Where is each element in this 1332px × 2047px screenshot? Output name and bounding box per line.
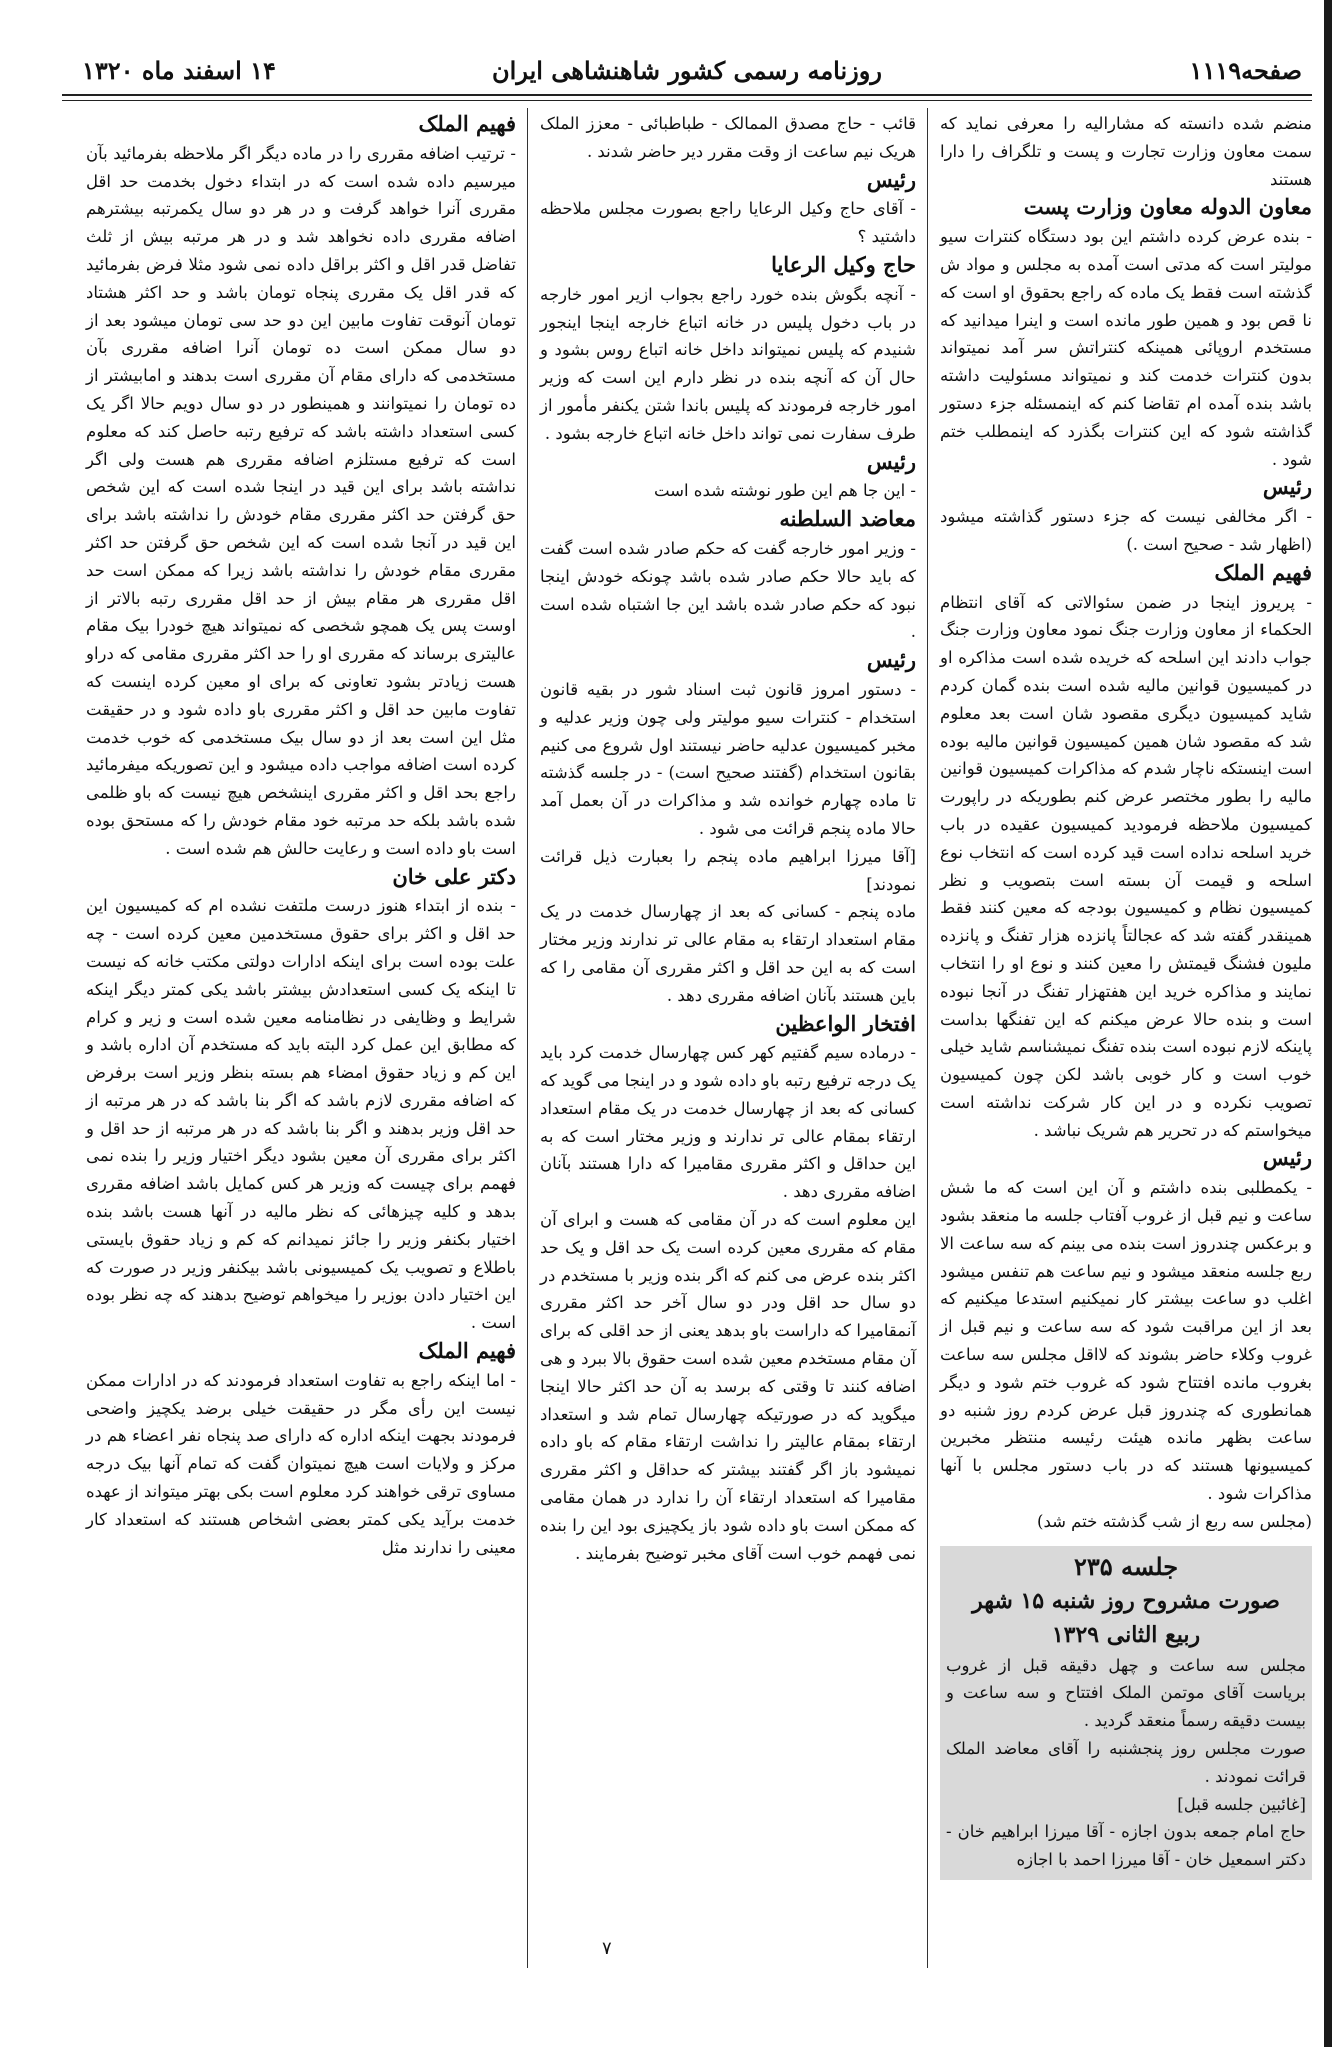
column-left-body [86,110,516,1561]
speaker-name: افتخار الواعظین [775,1010,916,1036]
paragraph: این معلوم است که در آن مقامی که هست و ابرای آن مقام که مقرری معین کرده است یک حد اقل و یک حد اکثر بنده عرض می کنم که اگر بنده وزیر با مستخدم در دو سال حد اقل ودر دو سال آخر حد اکثر مقرری آنمقامیرا که داراست باو بدهد یعنی از حد اقلی که برای آن مقام مستخدم معین شده است حقوق بالا ببرد و هی اضافه کنند تا وقتی که برسد به آن حد اکثر حالا اینجا میگوید که در صورتیکه چهارسال تمام شد و استعداد ارتقاء بمقام عالیتر را نداشت ارتقاء مقام که باو داده نمیشود باز اگر گفتند بیشتر که حداقل و اکثر مقرری مقامیرا که استعداد ارتقاء آن را ندارد در همان مقامی که ممکن است باو داده شود باز یکچیزی بود این را بنده نمی فهمم خوب است آقای مخبر توضیح بفرمایند . [540,1210,916,1563]
newspaper-title: روزنامه رسمی کشور شاهنشاهی ایران [492,56,882,85]
column-divider [527,108,528,1968]
column-divider [927,108,928,1968]
paragraph: (مجلس سه ربع از شب گذشته ختم شد) [1037,1511,1312,1531]
session-subtitle: ربیع الثانی ۱۳۲۹ [1051,1621,1201,1648]
paragraph: - اما اینکه راجع به تفاوت استعداد فرمودند که در ادارات ممکن نیست این رأی مگر در حقیقت خیلی برضد یکچیز واضحی فرمودند بجهت اینکه اداره که دارای صد پنجاه نفر اعضاء هم در مرکز و ولایات است هیچ نمیتوان گفت که تمام آنها بیک درجه مساوی ترقی خواهند کرد معلوم است بکی بهتر میتواند از عهده خدمت برآید یکی کمتر بعضی اشخاص هستند که استعداد کار معینی را ندارند مثل [86,1370,516,1557]
column-middle-body [540,110,916,1567]
scan-edge [1324,0,1332,2047]
paragraph: - بنده عرض کرده داشتم این بود دستگاه کنترات سیو مولیتر است که مدتی است آمده به مجلس و مواد ش گذشته است فقط یک ماده که راجع بحقوق او است که نا قص بود و همین طور مانده است و اینرا میدانید که مستخدم اروپائی همینکه کنتراتش سر آمد نمیتواند بدون کنترات خدمت کند و نمیتواند مسئولیت داشته باشد بنده آمده ام تقاضا کنم که اینمسئله جزء دستور گذاشته شود که این کنترات بگذرد که اینمطلب ختم شود . [940,227,1312,469]
paragraph: منضم شده دانسته که مشارالیه را معرفی نماید که سمت معاون وزارت تجارت و پست و تلگراف را دارا هستند [940,114,1312,189]
session-subtitle: صورت مشروح روز شنبه ۱۵ شهر [972,1587,1280,1614]
session-text: صورت مجلس روز پنجشنبه را آقای معاضد الملک قرائت نمودند . [946,1739,1306,1786]
paragraph: - بنده از ابتداء هنوز درست ملتفت نشده ام که کمیسیون این حد اقل و اکثر برای حقوق مستخدمین معین کرده است - چه علت بوده است برای اینکه ادارات دولتی مکتب خانه که نیست تا اینکه یک کسی استعدادش بیشتر باشد یکی کمتر دیگر اینکه شرایط و وظایفی در نظامنامه معین شده است و زیر و کرام که مطابق این عمل کرد البته باید که مستخدم آن اداره باشد و این کم و زیاد حقوق امضاء هم بسته بنظر وزیر است برفرض که اضافه مقرری لازم باشد که اگر بنا باشد که در هر مرتبه از حد اقل وزیر بدهند و اگر بنا باشد که در هر مرتبه از حد اقل و اکثر برای مقرری آن معین بشود دیگر اختیار وزیر را بنده نمی فهمم برای چیست که وزیر هر کس کمایل باشد اضافه مقرری بدهد و کلیه چیزهائی که نظر مالیه در آنها هست باشد بنده اختیار بکنفر وزیر را جائز نمیدانم که کم و زیاد حقوق بایستی باطلاع و تصویب یک کمیسیونی باشد بیکنفر وزیر در صورت که این اختیار دادن بوزیر را میخواهم توضیح بدهند که چه نظر بوده است . [86,896,516,1333]
paragraph: - درماده سیم گفتیم کهر کس چهارسال خدمت کرد باید یک درجه ترفیع رتبه باو داده شود و در اینجا می گوید که کسانی که بعد از چهارسال خدمت در یک مقام استعداد ارتقاء بمقام عالی تر ندارند و وزیر مختار است که به این حداقل و اکثر مقرری مقامیرا که دارا هستند بآنان اضافه مقرری دهد . [540,1043,916,1202]
session-box [940,1546,1312,1880]
speaker-name: حاج وکیل الرعایا [771,251,916,277]
paragraph: - وزیر امور خارجه گفت که حکم صادر شده است گفت که باید حالا حکم صادر شده باشد چونکه خودش اینجا نبود که حکم صادر شده باشد این جا اشتباه شده است . [540,538,916,642]
speaker-name: فهیم الملک [418,111,516,136]
paragraph: - آنچه بگوش بنده خورد راجع بجواب ازیر امور خارجه در باب دخول پلیس در خانه اتباع خارجه اینجا اینجور شنیدم که پلیس نمیتواند داخل خانه اتباع روس بشود و حال آن که آنچه بنده در نظر دارم این است که وزیر امور خارجه فرمودند که پلیس باندا شتن یکنفر مأمور از طرف سفارت نمی تواند داخل خانه اتباع خارجه بشود . [540,284,916,443]
header-rule [62,94,1312,96]
speaker-name: فهیم الملک [1214,559,1312,585]
page-label: صفحه۱۱۱۹ [1189,56,1302,85]
column-middle [540,110,916,1970]
speaker-name: معاون الدوله معاون وزارت پست [1023,194,1312,220]
session-text: [غائبین جلسه قبل] [1177,1794,1306,1814]
session-text: حاج امام جمعه بدون اجازه - آقا میرزا ابراهیم خان - دکتر اسمعیل خان - آقا میرزا احمد با اجازه [946,1822,1306,1870]
paragraph: - دستور امروز قانون ثبت اسناد شور در بقیه قانون استخدام - کنترات سیو مولیتر ولی چون وزیر عدلیه و مخبر کمیسیون عدلیه حاضر نیستند اول شروع می کنیم بقانون استخدام (گفتند صحیح است) - در جلسه گذشته تا ماده چهارم خوانده شد و مذاکرات در آن بعمل آمد حالا ماده پنجم قرائت می شود . [540,679,916,838]
speaker-name: رئیس [1262,1145,1312,1171]
session-heading: جلسه ۲۳۵ [1073,1551,1179,1581]
issue-date: ۱۴ اسفند ماه ۱۳۲۰ [82,56,276,85]
column-right-body [940,110,1312,1536]
header-rule-thin [62,100,1312,101]
page-header [62,48,1312,96]
paragraph: - پریروز اینجا در ضمن سئوالاتی که آقای انتظام الحکماء از معاون وزارت جنگ نمود معاون وزارت جنگ جواب دادند این اسلحه که خریده شده است مذاکره او در کمیسیون قوانین مالیه شده است بنده گمان کردم شاید کمیسیون دیگری مقصود شان است بعد معلوم شد که مقصود شان همین کمیسیون قوانین مالیه بوده است اینستکه ناچار شدم که مذاکرات کمیسیون قوانین مالیه را بطور مختصر عرض کنم بطوریکه در راپورت کمیسیون ملاحظه فرمودید کمیسیون عقیده در باب خرید اسلحه نداده است قید کرده است که انتخاب نوع اسلحه و قیمت آن بسته است بتصویب و نظر کمیسیون نظام و کمیسیون بودجه که معین کنند فقط همینقدر گفته شد که عجالتاً پانزده هزار تفنگ و پانزده ملیون فشنگ قیمتش را معین کنند و نوع او را انتخاب نمایند و مذاکره خرید این هفتهزار تفنگ در آنجا نبوده است و بنده حالا عرض میکنم که این تفنگها بداست پاینکه لازم نبوده است بنده تفنگ نمیشناسم شاید خیلی خوب است و کار خوبی باشد لکن چون کمیسیون تصویب نکرده و در این کار شرکت نداشته است میخواستم که در تحریر هم شریک نباشد . [940,592,1312,1140]
newspaper-page [62,48,1312,2008]
column-right [940,110,1312,1970]
session-text: مجلس سه ساعت و چهل دقیقه قبل از غروب بریاست آقای موتمن الملک افتتاح و سه ساعت و بیست دقیقه رسماً منعقد گردید . [946,1655,1306,1731]
paragraph: - آقای حاج وکیل الرعایا راجع بصورت مجلس ملاحظه داشتید ؟ [540,199,916,247]
paragraph: - یکمطلبی بنده داشتم و آن این است که ما شش ساعت و نیم قبل از غروب آفتاب جلسه ما منعقد بشود و برعکس چندروز است بنده می بینم که سه ساعت الا ربع جلسه منعقد میشود و نیم ساعت هم تنفس میشود اغلب دو ساعت بیشتر کار نمیکنیم استدعا میکنیم که بعد از این مراقبت شود که سه ساعت و نیم قبل از غروب وکلاء حاضر بشوند که لااقل مجلس سه ساعت بغروب مانده افتتاح شود که غروب ختم شود و دیگر همانطوری که چندروز قبل عرض کردم روز شنبه دو ساعت بظهر مانده هیئت رئیسه منتظر مخبرین کمیسیونها هستند که در باب دستور مجلس با آنها مذاکرات شود . [940,1178,1312,1504]
paragraph: [آقا میرزا ابراهیم ماده پنجم را بعبارت ذیل قرائت نمودند] [540,846,916,894]
speaker-name: رئیس [866,448,916,474]
page-number: ۷ [602,1938,612,1959]
paragraph: - این جا هم این طور نوشته شده است [653,481,916,501]
speaker-name: رئیس [866,166,916,192]
paragraph: - اگر مخالفی نیست که جزء دستور گذاشته میشود (اظهار شد - صحیح است .) [940,507,1312,554]
speaker-name: دکتر علی خان [392,863,516,889]
paragraph: ماده پنجم - کسانی که بعد از چهارسال خدمت در یک مقام استعداد ارتقاء به مقام عالی تر ندارند وزیر مختار است که به این حد اقل و اکثر مقرری آن مقامی را که باین هستند بآنان اضافه مقرری دهد . [540,902,916,1005]
speaker-name: معاضد السلطنه [779,506,916,532]
paragraph: - ترتیب اضافه مقرری را در ماده دیگر اگر ملاحظه بفرمائید بآن میرسیم داده شده است که در ابتداء دخول بخدمت حد اقل مقرری آنرا خواهد گرفت و در هر دو سال یکمرتبه بیشترهم اضافه مقرری داده نخواهد شد و در هر مرتبه بیش از ثلث تفاضل قدر اقل و اکثر براقل داده نمی شود مثلا فرض بفرمائید که قدر اقل یک مقرری پنجاه تومان باشد و حد اکثر هشتاد تومان آنوقت تفاوت مابین این دو حد سی تومان میشود بعد از دو سال ممکن است ده تومان آنرا اضافه مقرری بآن مستخدمی که دارای مقام آن مقرری است بدهند و امابیشتر از ده تومان را نمیتوانند و همینطور در دو سال دویم حالا اگر یک کسی استعداد داشته باشد که ترفیع رتبه حاصل کند که معلوم است که ترفیع مستلزم اضافه مقرری هم هست ولی اگر نداشته باشد برای این قید در اینجا شده است که این شخص حق گرفتن حد اکثر مقرری مقام خودش را نداشته باشد برای این قید در آنجا شده است که این شخص حق گرفتن حد اکثر مقرری مقام خودش را نداشته باشد زیرا که ممکن است حد اقل مقرری هر مقام بیش از حد اقل مقرری رتبه بالاتر از اوست پس یک همچو شخصی که نمیتواند هیچ خودرا بیک مقام عالیتری برساند که مقرری او را حد اکثر مقرری مقامی که دراو هست زیادتر بشود تعاونی که برای او معین کرده اینست که تفاوت مابین حد اقل و اکثر مقرری باو داده شود و در حقیقت مثل این است بعد از دو سال بیک مستخدمی که خوب خدمت کرده است اضافه مواجب داده میشود و این تصوریکه میفرمائید راجع بحد اقل و اکثر مقرری اینشخص هیچ نیست که باو ظلمی شده باشد بلکه حد مرتبه خود مقام خودش را که مستحق بوده است باو داده است و رعایت حالش هم شده است . [86,143,516,858]
speaker-name: رئیس [1262,474,1312,500]
speaker-name: رئیس [866,647,916,673]
speaker-name: فهیم الملک [418,1338,516,1364]
paragraph: قائب - حاج مصدق الممالک - طباطبائی - معزز الملک هریک نیم ساعت از وقت مقرر دیر حاضر شدند . [540,114,916,161]
column-left [86,110,516,1970]
